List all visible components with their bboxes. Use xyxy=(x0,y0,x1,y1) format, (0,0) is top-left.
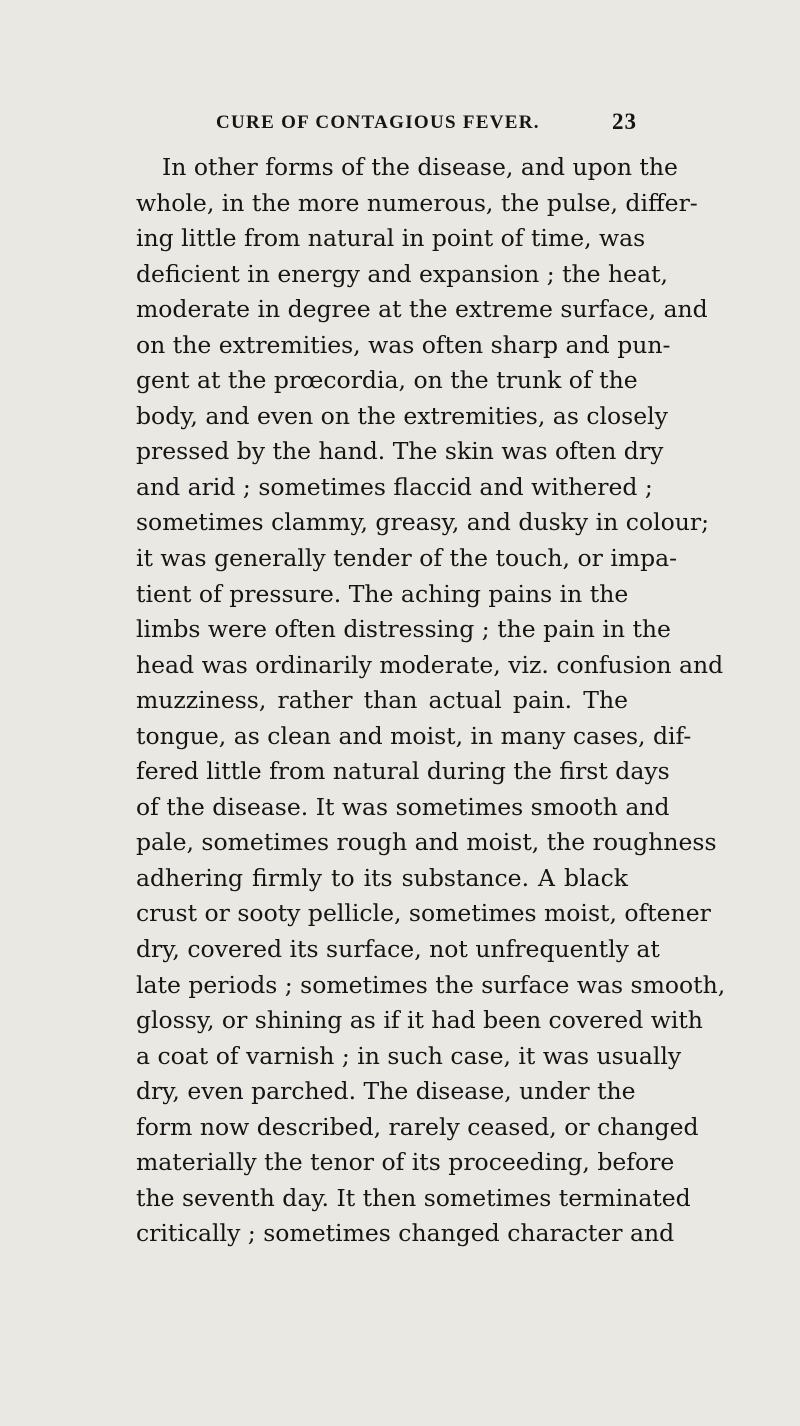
text-line: tient of pressure. The aching pains in the xyxy=(136,579,629,608)
text-line: dry, covered its surface, not unfrequently at xyxy=(136,935,660,964)
text-line: form now described, rarely ceased, or changed xyxy=(136,1112,699,1141)
text-line: ing little from natural in point of time, was xyxy=(136,224,646,253)
text-line: of the disease. It was sometimes smooth and xyxy=(136,792,670,821)
text-line: limbs were often distressing ; the pain in the xyxy=(136,615,671,644)
text-line: whole, in the more numerous, the pulse, differ- xyxy=(136,188,698,217)
text-line: it was generally tender of the touch, or impa- xyxy=(136,544,678,573)
text-line: tongue, as clean and moist, in many cases, dif- xyxy=(136,721,692,750)
text-line: glossy, or shining as if it had been covered with xyxy=(136,1006,703,1035)
text-line: sometimes clammy, greasy, and dusky in colour; xyxy=(136,508,710,537)
body-text xyxy=(136,150,726,1252)
text-line: muzziness, rather than actual pain. The xyxy=(136,686,628,715)
text-line: a coat of varnish ; in such case, it was usually xyxy=(136,1041,682,1070)
text-line: In other forms of the disease, and upon the xyxy=(162,153,678,181)
text-line: pressed by the hand. The skin was often dry xyxy=(136,437,664,466)
text-line: dry, even parched. The disease, under the xyxy=(136,1077,636,1106)
text-line: fered little from natural during the first days xyxy=(136,757,670,786)
text-line: deficient in energy and expansion ; the heat, xyxy=(136,259,668,288)
text-line: and arid ; sometimes flaccid and withered ; xyxy=(136,472,653,501)
running-head xyxy=(0,109,800,142)
chapter-title: CURE OF CONTAGIOUS FEVER. xyxy=(216,112,540,133)
text-line: materially the tenor of its proceeding, before xyxy=(136,1148,675,1177)
text-line: adhering firmly to its substance. A black xyxy=(136,863,628,892)
text-line: body, and even on the extremities, as closely xyxy=(136,401,668,430)
text-line: critically ; sometimes changed character and xyxy=(136,1219,675,1248)
text-line: moderate in degree at the extreme surface, and xyxy=(136,295,708,324)
text-line: the seventh day. It then sometimes terminated xyxy=(136,1183,691,1212)
text-line: head was ordinarily moderate, viz. confusion and xyxy=(136,650,724,679)
text-line: crust or sooty pellicle, sometimes moist, oftener xyxy=(136,899,711,928)
text-line: gent at the prœcordia, on the trunk of the xyxy=(136,366,638,395)
page-number: 23 xyxy=(612,109,637,134)
text-line: pale, sometimes rough and moist, the roughness xyxy=(136,828,717,857)
text-line: late periods ; sometimes the surface was smooth, xyxy=(136,970,726,999)
text-line: on the extremities, was often sharp and pun- xyxy=(136,330,671,359)
